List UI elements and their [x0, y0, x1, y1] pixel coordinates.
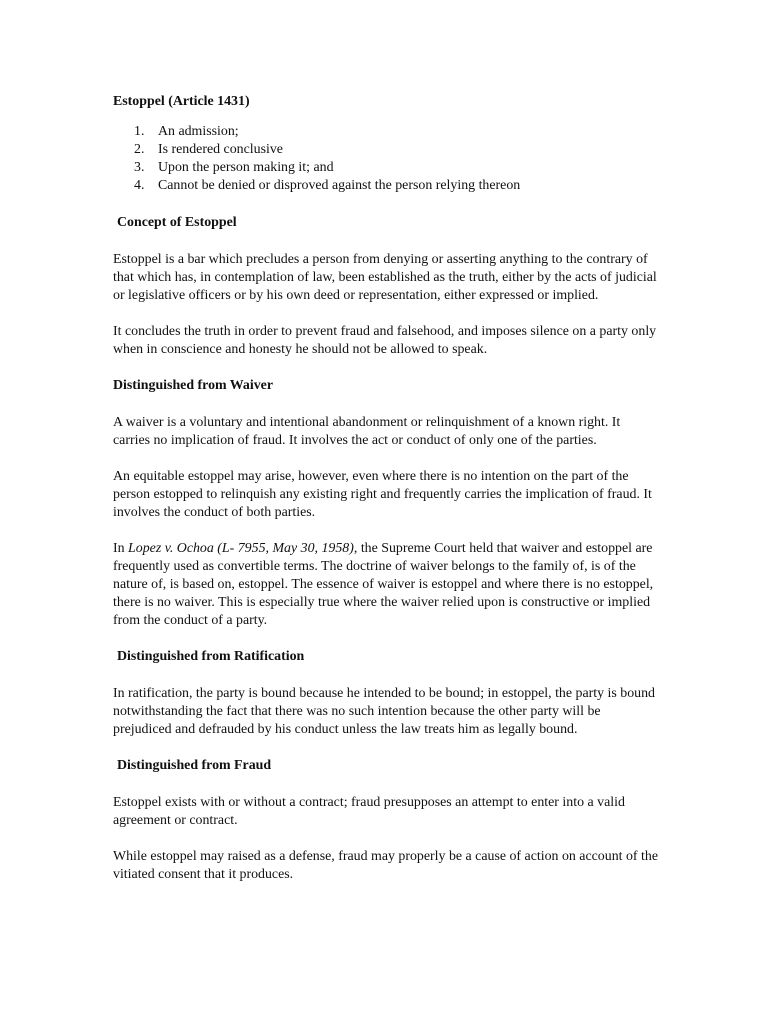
list-item: Cannot be denied or disproved against the person relying thereon	[158, 178, 521, 193]
list-item: Is rendered conclusive	[158, 142, 283, 157]
paragraph-case-citation	[113, 540, 658, 630]
paragraph: An equitable estoppel may arise, however, even where there is no intention on the part of the person estopped to relinquish any existing right and frequently carries the implication of fraud. It involves the conduct of both parties.	[113, 469, 652, 520]
paragraph: It concludes the truth in order to prevent fraud and falsehood, and imposes silence on a party only when in conscience and honesty he should not be allowed to speak.	[113, 324, 657, 357]
list-item: Upon the person making it; and	[158, 160, 334, 175]
case-name: Lopez v. Ochoa (L- 7955, May 30, 1958)	[128, 541, 354, 556]
estoppel-elements-list	[113, 123, 658, 195]
paragraph: A waiver is a voluntary and intentional abandonment or relinquishment of a known right. It carries no implication of fraud. It involves the act or conduct of only one of the parties.	[113, 415, 621, 448]
section-heading-ratification: Distinguished from Ratification	[117, 649, 305, 664]
document-title: Estoppel (Article 1431)	[113, 94, 250, 109]
paragraph: While estoppel may raised as a defense, fraud may properly be a cause of action on account of the vitiated consent that it produces.	[113, 849, 658, 882]
section-heading-fraud: Distinguished from Fraud	[117, 758, 272, 773]
document-page	[113, 93, 658, 884]
section-heading-waiver: Distinguished from Waiver	[113, 378, 274, 393]
text: , the Supreme Court held that waiver and estoppel are frequently used as convertible terms. The doctrine of waiver belongs to the family of, is of the nature of, is based on, estoppel. The essence of waiver is estoppel and where there is no estoppel, there is no waiver. This is especially true where the waiver relied upon is constructive or implied from the conduct of a party.	[113, 541, 654, 628]
text: In	[113, 541, 129, 556]
paragraph: In ratification, the party is bound because he intended to be bound; in estoppel, the party is bound notwithstanding the fact that there was no such intention because the other party will be prejudiced and defrauded by his conduct unless the law treats him as legally bound.	[113, 686, 655, 737]
section-heading-concept: Concept of Estoppel	[117, 215, 237, 230]
paragraph: Estoppel is a bar which precludes a person from denying or asserting anything to the contrary of that which has, in contemplation of law, been established as the truth, either by the acts of judicial or legislative officers or by his own deed or representation, either expressed or implied.	[113, 252, 657, 303]
paragraph: Estoppel exists with or without a contract; fraud presupposes an attempt to enter into a valid agreement or contract.	[113, 795, 625, 828]
list-item: An admission;	[158, 124, 239, 139]
